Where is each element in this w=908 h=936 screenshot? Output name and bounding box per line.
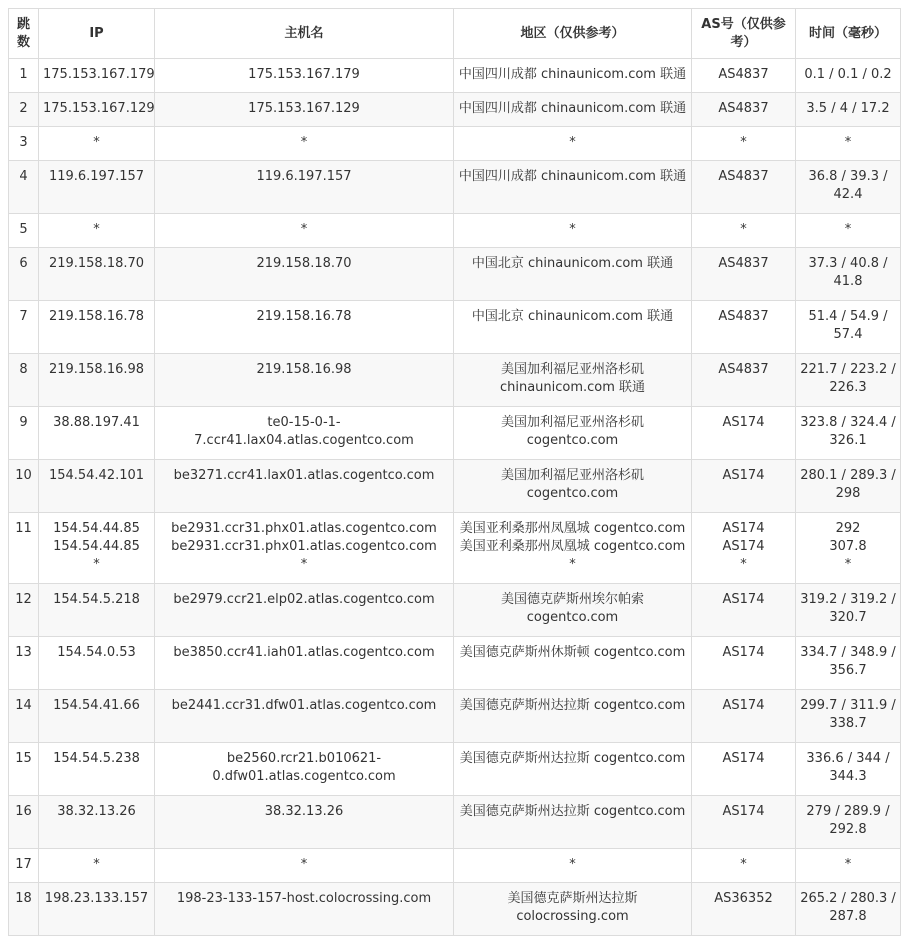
cell-time	[796, 690, 901, 743]
cell-time	[796, 93, 901, 127]
cell-ip-line: 219.158.18.70	[48, 256, 145, 271]
cell-region	[454, 584, 692, 637]
cell-ip-line: *	[93, 222, 100, 237]
cell-time-line: 298	[835, 486, 861, 501]
cell-ip[interactable]	[39, 796, 155, 849]
cell-time-line: 299.7 / 311.9 /	[800, 698, 896, 713]
cell-asn[interactable]	[692, 161, 796, 214]
cell-time	[796, 127, 901, 161]
cell-ip-line: 154.54.0.53	[57, 645, 136, 660]
cell-time	[796, 214, 901, 248]
cell-region-line: 美国德克萨斯州达拉斯 cogentco.com	[459, 698, 686, 713]
cell-time-line: *	[844, 222, 852, 237]
cell-ip-line: *	[93, 557, 100, 572]
cell-region	[454, 59, 692, 93]
cell-time-line: 320.7	[829, 610, 867, 625]
cell-hostname	[155, 248, 454, 301]
cell-ip[interactable]	[39, 460, 155, 513]
cell-asn[interactable]	[692, 796, 796, 849]
table-row	[9, 849, 901, 883]
cell-time	[796, 637, 901, 690]
cell-time-line: 292	[835, 521, 861, 536]
cell-ip-line: 154.54.41.66	[53, 698, 140, 713]
table-row	[9, 743, 901, 796]
cell-ip	[39, 214, 155, 248]
header-ip: IP	[39, 9, 155, 59]
cell-time-line: 36.8 / 39.3 /	[808, 169, 888, 184]
table-row	[9, 460, 901, 513]
cell-time	[796, 59, 901, 93]
cell-region-line: *	[569, 857, 576, 872]
cell-hostname	[155, 690, 454, 743]
cell-hostname-line: be2979.ccr21.elp02.atlas.cogentco.com	[173, 592, 435, 607]
cell-hop: 5	[9, 214, 39, 248]
cell-region-line: 美国德克萨斯州达拉斯	[507, 891, 638, 906]
cell-asn-line: *	[740, 222, 747, 237]
cell-time-line: *	[844, 857, 852, 872]
cell-asn[interactable]	[692, 407, 796, 460]
cell-region-line: *	[569, 557, 576, 572]
cell-hop: 16	[9, 796, 39, 849]
cell-ip[interactable]	[39, 690, 155, 743]
cell-hostname-line: 38.32.13.26	[264, 804, 344, 819]
cell-region-line: colocrossing.com	[516, 909, 629, 924]
cell-hostname-line: 198-23-133-157-host.colocrossing.com	[176, 891, 432, 906]
cell-hostname-line: 175.153.167.129	[248, 101, 360, 116]
cell-region-line: 美国德克萨斯州达拉斯 cogentco.com	[459, 751, 686, 766]
table-row	[9, 584, 901, 637]
cell-time	[796, 849, 901, 883]
cell-ip[interactable]	[39, 59, 155, 93]
cell-asn[interactable]	[692, 93, 796, 127]
cell-asn-line: AS174	[722, 539, 765, 554]
header-time: 时间（毫秒）	[796, 9, 901, 59]
cell-ip[interactable]	[39, 354, 155, 407]
cell-hostname	[155, 214, 454, 248]
cell-hostname	[155, 513, 454, 584]
cell-ip-line: *	[93, 135, 100, 150]
cell-hostname	[155, 354, 454, 407]
cell-time	[796, 161, 901, 214]
cell-region	[454, 883, 692, 936]
cell-time-line: 3.5 / 4 / 17.2	[806, 101, 890, 116]
cell-hop: 14	[9, 690, 39, 743]
cell-hostname	[155, 883, 454, 936]
table-row	[9, 59, 901, 93]
cell-region	[454, 743, 692, 796]
cell-ip-line: 175.153.167.179	[43, 67, 155, 82]
header-region: 地区（仅供参考）	[454, 9, 692, 59]
table-row	[9, 883, 901, 936]
cell-hop: 11	[9, 513, 39, 584]
cell-asn-line: AS4837	[718, 362, 769, 377]
cell-region-line: 美国德克萨斯州休斯顿 cogentco.com	[459, 645, 686, 660]
cell-time	[796, 883, 901, 936]
cell-region-line: *	[569, 135, 576, 150]
cell-region	[454, 248, 692, 301]
cell-ip-line: 154.54.42.101	[48, 468, 145, 483]
cell-asn-line: AS174	[722, 751, 765, 766]
cell-hostname-line: 219.158.16.78	[256, 309, 352, 324]
table-row	[9, 248, 901, 301]
cell-asn-line: AS174	[722, 468, 765, 483]
table-row	[9, 214, 901, 248]
cell-region-line: 中国北京 chinaunicom.com 联通	[471, 256, 674, 271]
table-row	[9, 93, 901, 127]
cell-asn[interactable]	[692, 743, 796, 796]
cell-asn-line: AS4837	[718, 169, 769, 184]
cell-region-line: 美国亚利桑那州凤凰城 cogentco.com	[459, 539, 686, 554]
cell-hostname	[155, 637, 454, 690]
cell-hostname-line: *	[300, 857, 308, 872]
cell-ip-line: 119.6.197.157	[48, 169, 145, 184]
cell-hostname-line: be2931.ccr31.phx01.atlas.cogentco.com	[171, 539, 437, 554]
header-hop: 跳数	[9, 9, 39, 59]
cell-time-line: 319.2 / 319.2 /	[800, 592, 896, 607]
cell-hostname-line: te0-15-0-1-7.ccr41.lax04.atlas.cogentco.com	[194, 415, 414, 448]
cell-asn-line: *	[740, 857, 747, 872]
cell-time	[796, 584, 901, 637]
cell-ip-line: 38.88.197.41	[53, 415, 140, 430]
cell-region	[454, 796, 692, 849]
cell-time-line: 307.8	[829, 539, 867, 554]
cell-asn-line: AS4837	[718, 309, 769, 324]
cell-asn-line: AS174	[722, 804, 765, 819]
cell-hop: 7	[9, 301, 39, 354]
cell-time	[796, 743, 901, 796]
cell-time-line: 226.3	[829, 380, 867, 395]
cell-asn	[692, 214, 796, 248]
cell-region-line: chinaunicom.com 联通	[499, 380, 646, 395]
cell-asn-line: AS174	[722, 592, 765, 607]
table-body	[9, 59, 901, 936]
cell-ip-line: 198.23.133.157	[44, 891, 149, 906]
cell-time-line: 279 / 289.9 /	[806, 804, 890, 819]
cell-asn[interactable]	[692, 460, 796, 513]
cell-hostname-line: 0.dfw01.atlas.cogentco.com	[212, 769, 396, 784]
cell-hop: 8	[9, 354, 39, 407]
table-row	[9, 637, 901, 690]
table-row	[9, 690, 901, 743]
cell-asn[interactable]	[692, 584, 796, 637]
cell-hostname-line: *	[300, 135, 308, 150]
cell-time-line: 42.4	[833, 187, 863, 202]
cell-ip[interactable]	[39, 93, 155, 127]
cell-asn-line: AS4837	[718, 256, 769, 271]
cell-asn-line: *	[740, 135, 747, 150]
cell-region	[454, 460, 692, 513]
cell-time	[796, 460, 901, 513]
cell-region-line: 美国加利福尼亚州洛杉矶	[500, 468, 644, 483]
cell-time	[796, 354, 901, 407]
cell-ip	[39, 127, 155, 161]
cell-asn[interactable]	[692, 354, 796, 407]
cell-asn-line: *	[740, 557, 747, 572]
cell-time-line: 338.7	[829, 716, 867, 731]
cell-asn	[692, 127, 796, 161]
table-row	[9, 796, 901, 849]
cell-region	[454, 513, 692, 584]
cell-hostname	[155, 584, 454, 637]
cell-region-line: *	[569, 222, 576, 237]
cell-hostname	[155, 743, 454, 796]
cell-hostname-line: be3271.ccr41.lax01.atlas.cogentco.com	[173, 468, 435, 483]
cell-asn[interactable]	[692, 59, 796, 93]
traceroute-table	[8, 8, 901, 936]
cell-hop: 10	[9, 460, 39, 513]
cell-region-line: 中国北京 chinaunicom.com 联通	[471, 309, 674, 324]
cell-time-line: 287.8	[829, 909, 867, 924]
cell-asn-line: AS174	[722, 698, 765, 713]
cell-ip-line: 154.54.44.85	[53, 539, 140, 554]
cell-hop: 2	[9, 93, 39, 127]
cell-asn-line: AS174	[722, 521, 765, 536]
cell-region-line: 美国德克萨斯州达拉斯 cogentco.com	[459, 804, 686, 819]
cell-region-line: 美国加利福尼亚州洛杉矶	[500, 415, 644, 430]
cell-ip-line: 175.153.167.129	[43, 101, 155, 116]
cell-ip[interactable]	[39, 637, 155, 690]
header-asn: AS号（仅供参考）	[692, 9, 796, 59]
table-row	[9, 513, 901, 584]
cell-region	[454, 93, 692, 127]
cell-time-line: 37.3 / 40.8 /	[808, 256, 888, 271]
table-row	[9, 161, 901, 214]
cell-ip-line: 154.54.5.238	[53, 751, 140, 766]
cell-ip[interactable]	[39, 301, 155, 354]
cell-ip-line: 154.54.5.218	[53, 592, 140, 607]
cell-region	[454, 407, 692, 460]
cell-ip-line: 154.54.44.85	[53, 521, 140, 536]
cell-ip[interactable]	[39, 161, 155, 214]
cell-region	[454, 690, 692, 743]
cell-asn[interactable]	[692, 690, 796, 743]
cell-ip-line: 219.158.16.98	[48, 362, 145, 377]
cell-hop: 6	[9, 248, 39, 301]
cell-hostname-line: *	[300, 557, 308, 572]
table-row	[9, 354, 901, 407]
cell-region	[454, 354, 692, 407]
cell-asn	[692, 849, 796, 883]
cell-hop: 9	[9, 407, 39, 460]
cell-region-line: cogentco.com	[526, 486, 619, 501]
cell-ip[interactable]	[39, 407, 155, 460]
cell-hop: 1	[9, 59, 39, 93]
cell-time-line: 41.8	[833, 274, 863, 289]
table-row	[9, 127, 901, 161]
cell-time-line: 326.1	[829, 433, 867, 448]
cell-region-line: 中国四川成都 chinaunicom.com 联通	[458, 169, 687, 184]
cell-asn-line: AS4837	[718, 101, 769, 116]
cell-hostname	[155, 849, 454, 883]
cell-hostname-line: 219.158.18.70	[256, 256, 352, 271]
cell-hostname-line: 219.158.16.98	[256, 362, 352, 377]
cell-time-line: 0.1 / 0.1 / 0.2	[804, 67, 892, 82]
cell-time-line: 334.7 / 348.9 /	[800, 645, 896, 660]
cell-time-line: 280.1 / 289.3 /	[800, 468, 896, 483]
cell-time-line: 51.4 / 54.9 /	[808, 309, 888, 324]
cell-ip[interactable]	[39, 513, 155, 584]
cell-hostname	[155, 301, 454, 354]
cell-asn-line: AS4837	[718, 67, 769, 82]
cell-hostname	[155, 93, 454, 127]
cell-hostname	[155, 127, 454, 161]
cell-hostname-line: 175.153.167.179	[248, 67, 360, 82]
cell-time-line: 57.4	[833, 327, 863, 342]
header-hostname: 主机名	[155, 9, 454, 59]
cell-hostname	[155, 460, 454, 513]
cell-ip[interactable]	[39, 883, 155, 936]
cell-asn[interactable]	[692, 513, 796, 584]
cell-ip-line: 38.32.13.26	[57, 804, 136, 819]
cell-hostname-line: be2931.ccr31.phx01.atlas.cogentco.com	[171, 521, 437, 536]
cell-ip[interactable]	[39, 584, 155, 637]
cell-hop: 18	[9, 883, 39, 936]
cell-time-line: *	[844, 135, 852, 150]
cell-time	[796, 407, 901, 460]
cell-asn[interactable]	[692, 637, 796, 690]
cell-time-line: *	[844, 557, 852, 572]
cell-asn[interactable]	[692, 301, 796, 354]
cell-region-line: 中国四川成都 chinaunicom.com 联通	[458, 67, 687, 82]
cell-ip	[39, 849, 155, 883]
cell-region	[454, 301, 692, 354]
cell-time	[796, 248, 901, 301]
cell-time-line: 344.3	[829, 769, 867, 784]
cell-time-line: 323.8 / 324.4 /	[800, 415, 896, 430]
cell-time	[796, 513, 901, 584]
cell-region	[454, 214, 692, 248]
cell-hop: 3	[9, 127, 39, 161]
cell-region-line: 美国德克萨斯州埃尔帕索	[500, 592, 644, 607]
cell-hostname-line: be2560.rcr21.b010621-	[226, 751, 382, 766]
cell-hop: 17	[9, 849, 39, 883]
cell-region	[454, 127, 692, 161]
table-row	[9, 407, 901, 460]
cell-asn-line: AS174	[722, 415, 765, 430]
cell-time-line: 265.2 / 280.3 /	[800, 891, 896, 906]
cell-region-line: cogentco.com	[526, 610, 619, 625]
cell-hostname-line: *	[300, 222, 308, 237]
cell-hop: 12	[9, 584, 39, 637]
cell-time-line: 221.7 / 223.2 /	[800, 362, 896, 377]
cell-hostname	[155, 161, 454, 214]
cell-ip-line: 219.158.16.78	[48, 309, 145, 324]
cell-region-line: 中国四川成都 chinaunicom.com 联通	[458, 101, 687, 116]
cell-hostname-line: be2441.ccr31.dfw01.atlas.cogentco.com	[171, 698, 437, 713]
cell-region	[454, 637, 692, 690]
cell-ip[interactable]	[39, 248, 155, 301]
table-row	[9, 301, 901, 354]
cell-hop: 4	[9, 161, 39, 214]
cell-hostname	[155, 407, 454, 460]
cell-hostname-line: 119.6.197.157	[256, 169, 352, 184]
cell-hop: 13	[9, 637, 39, 690]
cell-hop: 15	[9, 743, 39, 796]
cell-region-line: 美国加利福尼亚州洛杉矶	[500, 362, 644, 377]
cell-time	[796, 301, 901, 354]
cell-time-line: 292.8	[829, 822, 867, 837]
cell-hostname	[155, 59, 454, 93]
cell-ip-line: *	[93, 857, 100, 872]
cell-ip[interactable]	[39, 743, 155, 796]
table-header-row	[9, 9, 901, 59]
cell-time	[796, 796, 901, 849]
cell-time-line: 356.7	[829, 663, 867, 678]
cell-region-line: cogentco.com	[526, 433, 619, 448]
cell-region-line: 美国亚利桑那州凤凰城 cogentco.com	[459, 521, 686, 536]
cell-time-line: 336.6 / 344 /	[806, 751, 890, 766]
cell-hostname	[155, 796, 454, 849]
cell-asn[interactable]	[692, 248, 796, 301]
cell-asn-line: AS174	[722, 645, 765, 660]
cell-asn-line: AS36352	[714, 891, 773, 906]
cell-region	[454, 849, 692, 883]
cell-asn[interactable]	[692, 883, 796, 936]
cell-hostname-line: be3850.ccr41.iah01.atlas.cogentco.com	[173, 645, 435, 660]
cell-region	[454, 161, 692, 214]
